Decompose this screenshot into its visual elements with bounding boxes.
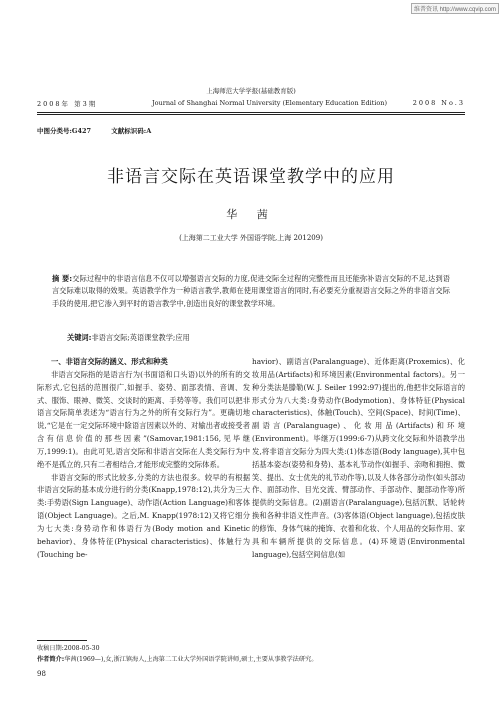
- body-paragraph: 非语言交际指的是语言行为(书面语和口头语)以外的所有的交际形式,它包括的范围很广,如握手、姿势、面部表情、音调、发式、服饰、眼神、微笑、交谈时的距离、手势等等。我们可以把非语言交际简单表述为“语言行为之外的所有交际行为”。更确切地说,“它是在一定交际环境中除语言因素以外的、对输出者或接受者含有信息价值的那些因素”(Samovar,1981:156,见毕继万,1999:1)。由此可见,语言交际和非语言交际在人类交际行为中绝不是孤立的,只有二者相结合,才能形成完整的交际体系。: [37, 369, 250, 469]
- article-author: 华 茜: [226, 208, 276, 221]
- abstract: [52, 273, 450, 310]
- body-column-right: [252, 356, 465, 562]
- keywords: [67, 333, 190, 343]
- running-header-journal: 上海师范大学学报(基础教育版): [206, 87, 296, 95]
- article-title: 非语言交际在英语课堂教学中的应用: [107, 167, 395, 187]
- document-code: 文献标识码:A: [111, 127, 152, 135]
- header-rule-top: [37, 112, 465, 113]
- running-header-row: [37, 99, 465, 111]
- author-bio: [37, 654, 317, 663]
- abstract-text: 交际过程中的非语言信息不仅可以增强语言交际的力度,促进交际全过程的完整性而且还能弥补语言交际的不足,达到语言交际难以取得的效果。英语教学作为一种语言教学,教师在使用课堂语言的同时,有必要充分重视语言交际之外的非语言交际手段的使用,把它渗入到平时的语言教学中,创造出良好的课堂教学环境。: [52, 274, 450, 308]
- keywords-text: 非语言交际;英语课堂教学;应用: [91, 333, 190, 342]
- classification-number: 中图分类号:G427: [37, 127, 92, 135]
- article-meta: [37, 126, 169, 135]
- keywords-label: 关键词:: [67, 333, 92, 342]
- author-affiliation: (上海第二工业大学 外国语学院,上海 201209): [179, 234, 323, 242]
- body-column-left: [37, 356, 250, 562]
- watermark-stamp: 维普资讯 http://www.cqvip.com: [411, 3, 499, 14]
- body-paragraph: 非语言交际的形式比较多,分类的方法也很多。较早的有根据非语言交际的基本成分进行的分类(Knapp,1978:12),共分为三大类:手势语(Sign Language)、动作语(Action Language)和客体语(Object Language)。之后,M. Knapp(1978:12)又将它细分为七大类:身势动作和体语行为(Body motion and Kinetic behavior)、身体特征(Physical characteristics)、体触行为(Touching be-: [37, 472, 250, 559]
- section-heading: 一、非语言交际的涵义、形式和种类: [51, 357, 168, 366]
- author-bio-text: 华茜(1969—),女,浙江镇海人,上海第二工业大学外国语学院讲师,硕士,主要从事教学法研究。: [64, 656, 318, 663]
- page-number: 98: [37, 670, 46, 678]
- received-date: 收稿日期:2008-05-30: [37, 645, 100, 652]
- journal-en: Journal of Shanghai Normal University (Elementary Education Edition): [152, 99, 388, 107]
- header-rule-bottom: [37, 114, 465, 115]
- footnote-rule: [37, 640, 87, 641]
- issue-en: 2008 No.3: [412, 99, 465, 107]
- issue-cn: 2008年 第3期: [37, 100, 98, 108]
- abstract-label: 摘 要:: [52, 274, 73, 283]
- body-paragraph: havior)、副语言(Paralanguage)、近体距离(Proxemics)、化妆用品(Artifacts)和环境因素(Environmental factors)。另一种分类法是滕勒(W. J. Seiler 1992:97)提出的,他把非交际语言的形式分为八大类:身势动作(Bodymotion)、身体特征(Physical characteristics)、体触(Touch)、空间(Space)、时间(Time)、副语言(Paralanguage)、化妆用品(Artifacts)和环境(Environment)。毕继万(1999:6-7)从跨文化交际和外语教学出发,将非语言交际分为四大类:(1)体态语(Body language),其中包括基本姿态(姿势和身势)、基本礼节动作(如握手、亲吻和拥抱、微笑、提出、女士优先的礼节动作等),以及人体各部分动作(如头部动作、面部动作、目光交流、臂部动作、手部动作、腿部动作等)所提供的交际信息。(2)副语言(Paralanguage),包括沉默、话轮转换和各种非语义性声音。(3)客体语(Object language),包括皮肤的修饰、身体气味的掩饰、衣着和化妆、个人用品的交际作用、家具和车辆所提供的交际信息。(4)环境语(Environmental language),包括空间信息(如: [252, 357, 465, 559]
- author-bio-label: 作者简介:: [37, 656, 65, 663]
